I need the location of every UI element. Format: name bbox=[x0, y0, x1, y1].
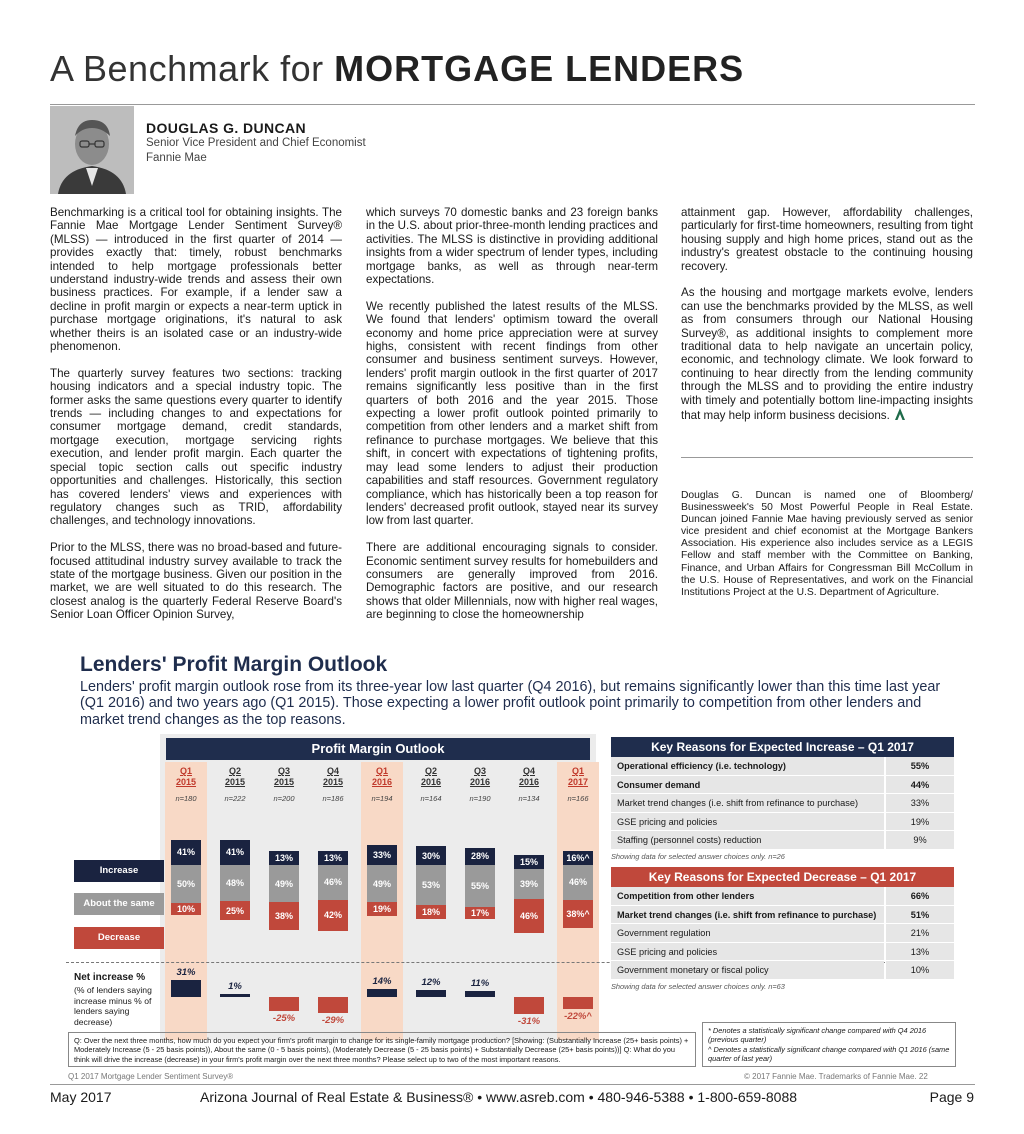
reason-value: 33% bbox=[886, 794, 954, 812]
sample-size-label: n=222 bbox=[224, 794, 246, 803]
footer-publication: Arizona Journal of Real Estate & Business® • www.asreb.com • 480-946-5388 • 1-800-659-8088 bbox=[200, 1089, 798, 1105]
table-row bbox=[611, 906, 954, 925]
net-value-label: -25% bbox=[272, 1012, 296, 1024]
quarter-label bbox=[310, 766, 356, 788]
article-column-2 bbox=[366, 206, 658, 635]
paragraph: Benchmarking is a critical tool for obtaining insights. The Fannie Mae Mortgage Lender Sentiment Survey® (MLSS) — introduced in the first quarter of 2014 — provides exactly that: timely, robust benchmarks intended to help mortgage professionals better understand industry-wide trends and assess their own business practices. For example, if a lender saw a decline in profit margin or expects a near-term uptick in purchase mortgage originations, it's natural to ask whether theirs is an isolated case or an industry-wide phenomenon. bbox=[50, 206, 342, 354]
title-light: A Benchmark for bbox=[50, 48, 335, 89]
author-name: DOUGLAS G. DUNCAN bbox=[146, 120, 307, 136]
net-value-label: 1% bbox=[228, 981, 242, 992]
article-column-1 bbox=[50, 206, 342, 635]
increase-table-body bbox=[611, 757, 954, 850]
bio-divider bbox=[681, 457, 973, 458]
footer-date: May 2017 bbox=[50, 1089, 112, 1105]
quarter-year: 2015 bbox=[224, 777, 246, 787]
bar-decrease: 10% bbox=[171, 903, 201, 915]
net-bar bbox=[318, 997, 348, 1013]
sample-size-label: n=134 bbox=[518, 794, 540, 803]
quarter-label bbox=[359, 766, 405, 788]
net-value-label: -22%^ bbox=[564, 1011, 592, 1023]
reason-value: 10% bbox=[886, 961, 954, 979]
net-bar bbox=[367, 989, 397, 997]
sample-size-label: n=200 bbox=[273, 794, 295, 803]
quarter-label bbox=[212, 766, 258, 788]
reason-label: Market trend changes (i.e. shift from refinance to purchase) bbox=[611, 906, 884, 924]
legend-decrease: Decrease bbox=[74, 927, 164, 949]
bar-decrease: 19% bbox=[367, 902, 397, 916]
bar-increase: 41% bbox=[171, 840, 201, 865]
net-bar bbox=[171, 980, 201, 997]
reason-value: 13% bbox=[886, 943, 954, 961]
bar-increase: 13% bbox=[318, 851, 348, 865]
increase-reasons-table bbox=[611, 737, 954, 861]
reason-value: 21% bbox=[886, 924, 954, 942]
quarter-label bbox=[506, 766, 552, 788]
paragraph bbox=[681, 286, 973, 422]
reason-value: 51% bbox=[886, 906, 954, 924]
bar-increase: 28% bbox=[465, 848, 495, 865]
quarter-name: Q1 bbox=[179, 766, 192, 776]
bar-increase: 13% bbox=[269, 851, 299, 865]
significance-notes bbox=[702, 1022, 956, 1067]
reason-label: Staffing (personnel costs) reduction bbox=[611, 831, 884, 849]
table-row bbox=[611, 887, 954, 906]
reason-label: Government monetary or fiscal policy bbox=[611, 961, 884, 979]
reason-label: Consumer demand bbox=[611, 776, 884, 794]
table-row bbox=[611, 776, 954, 795]
legend-about-same: About the same bbox=[74, 893, 164, 915]
quarter-name: Q1 bbox=[375, 766, 388, 776]
table-row bbox=[611, 924, 954, 943]
quarter-year: 2016 bbox=[371, 777, 393, 787]
quarter-year: 2015 bbox=[322, 777, 344, 787]
bar-increase: 15% bbox=[514, 855, 544, 869]
author-org: Fannie Mae bbox=[146, 152, 207, 164]
reason-label: Market trend changes (i.e. shift from refinance to purchase) bbox=[611, 794, 884, 812]
reason-label: Competition from other lenders bbox=[611, 887, 884, 905]
quarter-label bbox=[457, 766, 503, 788]
reason-value: 19% bbox=[886, 813, 954, 831]
bar-decrease: 46% bbox=[514, 899, 544, 933]
author-photo bbox=[50, 106, 134, 194]
bar-increase: 33% bbox=[367, 845, 397, 865]
net-value-label: 11% bbox=[470, 977, 490, 989]
quarter-year: 2015 bbox=[273, 777, 295, 787]
bar-about-same: 39% bbox=[514, 869, 544, 899]
sig-note-quarter: * Denotes a statistically significant change compared with Q4 2016 (previous quarter) bbox=[708, 1026, 927, 1045]
footer-divider bbox=[50, 1084, 975, 1085]
table-row bbox=[611, 794, 954, 813]
bar-decrease: 25% bbox=[220, 901, 250, 920]
page-title bbox=[50, 48, 744, 90]
sample-size-label: n=194 bbox=[371, 794, 393, 803]
net-value-label: -29% bbox=[321, 1014, 345, 1026]
net-bar bbox=[563, 997, 593, 1009]
author-bio: Douglas G. Duncan is named one of Bloomberg/ Businessweek's 50 Most Powerful People in Real Estate. Duncan joined Fannie Mae having previously served as senior vice president and chief economist at the Mortgage Bankers Association. His experience also includes service as a LEGIS Fellow and staff member with the Committee on Banking, Finance, and Urban Affairs for Congressman Bill McCollum in the U.S. House of Representatives, and work on the Financial Institutions Project at the U.S. Department of Agriculture. bbox=[681, 490, 973, 598]
net-bar bbox=[514, 997, 544, 1014]
bar-about-same: 46% bbox=[563, 865, 593, 900]
sample-size-label: n=166 bbox=[567, 794, 589, 803]
footer-page: Page 9 bbox=[929, 1089, 974, 1105]
reason-value: 9% bbox=[886, 831, 954, 849]
bar-decrease: 38% bbox=[269, 902, 299, 930]
paragraph-text: As the housing and mortgage markets evolve, lenders can use the benchmarks provided by the MLSS, as well as from consumers through our National Housing Survey®, as additional insights to complement more traditional data to help navigate an uncertain policy, economic, and technology climate. We look forward to continuing to hear directly from the lending community through the MLSS and to providing the entire industry with timely and potentially bottom line-impacting insights that may help inform business decisions. bbox=[681, 286, 973, 423]
reason-value: 66% bbox=[886, 887, 954, 905]
quarter-name: Q2 bbox=[228, 766, 241, 776]
bar-decrease: 18% bbox=[416, 905, 446, 918]
chart-subtitle: Lenders' profit margin outlook rose from its three-year low last quarter (Q4 2016), but remains significantly lower than this time last year (Q1 2016) and two years ago (Q1 2015). Those expecting a lower profit outlook point primarily to competition from other lenders and market trend changes as the top reasons. bbox=[80, 679, 941, 728]
sample-size-label: n=190 bbox=[469, 794, 491, 803]
sample-size-label: n=180 bbox=[175, 794, 197, 803]
increase-table-note: Showing data for selected answer choices only. n=26 bbox=[611, 851, 785, 861]
quarter-name: Q1 bbox=[571, 766, 584, 776]
paragraph: We recently published the latest results of the MLSS. We found that lenders' optimism toward the overall economy and home price appreciation were at survey highs, consistent with recent findings from other consumer and business sentiment surveys. However, lenders' profit margin outlook in the first quarter of 2017 remains significantly less positive than in the first quarters of both 2016 and the year 2015. Those expecting a lower profit outlook pointed primarily to competition from other lenders and a market shift from refinance to purchase mortgages. We believe that this shift, in concert with expectations of tightening profits, may lead some lenders to adjust their production capabilities and staff resources. Government regulatory compliance, which has historically been a top reason for lenders' decreased profit outlook, stayed near its survey low from last quarter. bbox=[366, 299, 658, 528]
quarter-year: 2016 bbox=[469, 777, 491, 787]
bar-decrease: 42% bbox=[318, 900, 348, 931]
reason-label: GSE pricing and policies bbox=[611, 813, 884, 831]
paragraph: There are additional encouraging signals to consider. Economic sentiment survey results for homebuilders and consumers are generally improved from 2016. Demographic factors are positive, and our research shows that older Millennials, now with higher real wages, are beginning to close the homeownership bbox=[366, 541, 658, 622]
author-role: Senior Vice President and Chief Economist bbox=[146, 137, 366, 149]
survey-question: Q: Over the next three months, how much do you expect your firm's profit margin to change for its single-family mortgage production? [Showing: (Substantially Increase (25+ basis points) + Moderately Increase (5 - 25 basis points)), About the same (0 - 5 basis points), (Moderately Decrease (5 - 25 basis points) + Substantially Decrease (25+ basis points))] Q: What do you think will drive the increase (decrease) in your firm's profit margin over the next three months? Please select up to two of the most important reasons. bbox=[68, 1032, 696, 1067]
bar-decrease: 38%^ bbox=[563, 900, 593, 928]
net-bar bbox=[416, 990, 446, 997]
quarter-name: Q3 bbox=[277, 766, 290, 776]
quarter-year: 2015 bbox=[175, 777, 197, 787]
paragraph: attainment gap. However, affordability challenges, particularly for first-time homeowners, resulting from tight housing supply and high home prices, stand out as the industry's greatest obstacle to the continuing housing recovery. bbox=[681, 206, 973, 273]
bar-about-same: 48% bbox=[220, 865, 250, 901]
net-value-label: 12% bbox=[421, 977, 441, 989]
net-bar bbox=[465, 991, 495, 997]
decrease-reasons-table bbox=[611, 867, 954, 991]
quarter-year: 2016 bbox=[420, 777, 442, 787]
bar-about-same: 53% bbox=[416, 865, 446, 905]
decrease-table-note: Showing data for selected answer choices only. n=63 bbox=[611, 981, 785, 991]
bar-about-same: 46% bbox=[318, 865, 348, 900]
bar-about-same: 50% bbox=[171, 865, 201, 903]
paragraph: The quarterly survey features two sections: tracking housing indicators and a special industry topic. The former asks the same questions every quarter to identify trends — including changes to and expectations for consumer mortgage demand, credit standards, mortgage execution, mortgage servicing rights execution, and lender profit margin. Each quarter the special topic section calls out specific industry opportunities and challenges. Historically, this section has covered lenders' views and experiences with regulatory changes such as TRID, affordability challenges, and technology innovations. bbox=[50, 366, 342, 528]
paragraph: which surveys 70 domestic banks and 23 foreign banks in the U.S. about prior-three-month lending practices and activities. The MLSS is distinctive in providing additional insights from a wider spectrum of lender types, including mortgage banks, as well as through near-term expectations. bbox=[366, 206, 658, 287]
author-portrait-image bbox=[50, 106, 134, 194]
source-right: © 2017 Fannie Mae. Trademarks of Fannie Mae. 22 bbox=[744, 1072, 928, 1081]
reason-label: GSE pricing and policies bbox=[611, 943, 884, 961]
net-bar bbox=[220, 994, 250, 997]
bar-decrease: 17% bbox=[465, 907, 495, 920]
quarter-year: 2017 bbox=[567, 777, 589, 787]
net-increase-label: Net increase % bbox=[74, 972, 146, 983]
quarter-name: Q4 bbox=[326, 766, 339, 776]
bar-about-same: 49% bbox=[269, 865, 299, 902]
net-value-label: -31% bbox=[517, 1016, 541, 1028]
net-increase-note: (% of lenders saying increase minus % of lenders saying decrease) bbox=[74, 985, 152, 1027]
title-bold: MORTGAGE LENDERS bbox=[334, 48, 745, 89]
reason-label: Government regulation bbox=[611, 924, 884, 942]
table-row bbox=[611, 961, 954, 980]
bar-increase: 16%^ bbox=[563, 851, 593, 865]
article-column-3 bbox=[681, 206, 973, 436]
chart-title: Lenders' Profit Margin Outlook bbox=[80, 653, 388, 676]
reason-value: 44% bbox=[886, 776, 954, 794]
legend-increase: Increase bbox=[74, 860, 164, 882]
bar-increase: 30% bbox=[416, 846, 446, 865]
quarter-name: Q3 bbox=[473, 766, 486, 776]
decrease-table-body bbox=[611, 887, 954, 980]
quarter-label bbox=[261, 766, 307, 788]
paragraph: Prior to the MLSS, there was no broad-based and future-focused attitudinal industry survey available to track the state of the mortgage business. Given our position in the market, we are well situated to do this research. The closest analog is the quarterly Federal Reserve Board's Senior Loan Officer Opinion Survey, bbox=[50, 541, 342, 622]
quarter-label bbox=[408, 766, 454, 788]
bar-increase: 41% bbox=[220, 840, 250, 865]
quarter-name: Q4 bbox=[522, 766, 535, 776]
title-divider bbox=[50, 104, 975, 105]
sample-size-label: n=164 bbox=[420, 794, 442, 803]
reason-value: 55% bbox=[886, 757, 954, 775]
reason-label: Operational efficiency (i.e. technology) bbox=[611, 757, 884, 775]
table-row bbox=[611, 757, 954, 776]
table-row bbox=[611, 831, 954, 850]
table-row bbox=[611, 813, 954, 832]
source-left: Q1 2017 Mortgage Lender Sentiment Survey® bbox=[68, 1072, 234, 1081]
end-mark-icon bbox=[893, 407, 907, 421]
quarter-year: 2016 bbox=[518, 777, 540, 787]
net-value-label: 14% bbox=[372, 976, 392, 988]
bar-about-same: 55% bbox=[465, 865, 495, 907]
bar-about-same: 49% bbox=[367, 865, 397, 902]
sig-note-year: ^ Denotes a statistically significant change compared with Q1 2016 (same quarter of last year) bbox=[708, 1044, 950, 1064]
net-bar bbox=[269, 997, 299, 1011]
sample-size-label: n=186 bbox=[322, 794, 344, 803]
quarter-label bbox=[555, 766, 601, 788]
quarter-label bbox=[163, 766, 209, 788]
decrease-table-title: Key Reasons for Expected Decrease – Q1 2017 bbox=[611, 867, 954, 887]
net-value-label: 31% bbox=[176, 966, 196, 978]
quarter-name: Q2 bbox=[424, 766, 437, 776]
table-row bbox=[611, 943, 954, 962]
increase-table-title: Key Reasons for Expected Increase – Q1 2017 bbox=[611, 737, 954, 757]
panel-title: Profit Margin Outlook bbox=[166, 738, 590, 760]
